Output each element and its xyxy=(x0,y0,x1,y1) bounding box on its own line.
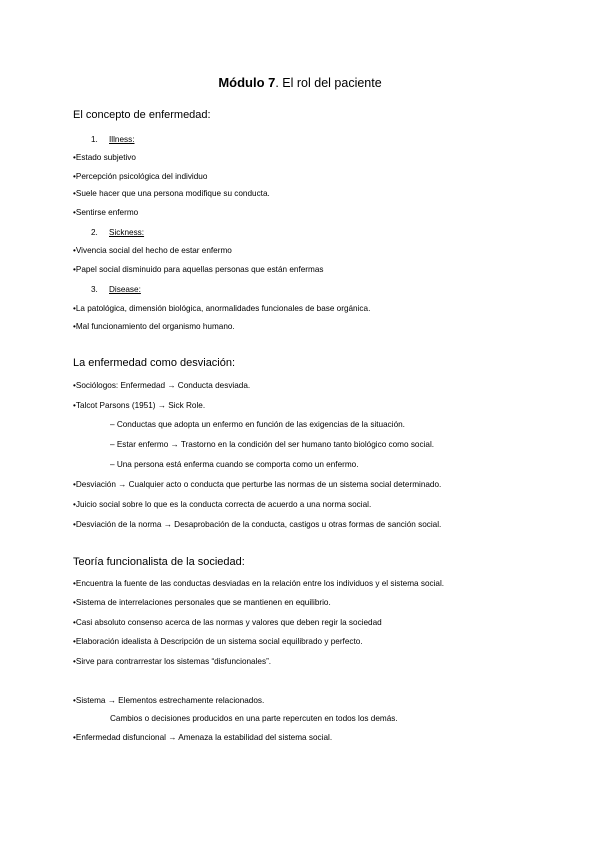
item-number: 1. xyxy=(91,135,98,144)
bullet-item: •Suele hacer que una persona modifique su conducta. xyxy=(73,189,270,198)
bullet-item: •Sirve para contrarrestar los sistemas “disfuncionales”. xyxy=(73,657,272,666)
dash-item: – Una persona está enferma cuando se comporta como un enfermo. xyxy=(110,460,359,469)
bullet-item: •Sociólogos: Enfermedad → Conducta desviada. xyxy=(73,381,251,390)
section-heading-teoria: Teoría funcionalista de la sociedad: xyxy=(73,556,245,568)
bullet-item: •Papel social disminuido para aquellas personas que están enfermas xyxy=(73,265,324,274)
bullet-item: •Casi absoluto consenso acerca de las normas y valores que deben regir la sociedad xyxy=(73,618,382,627)
bullet-item: •Sistema → Elementos estrechamente relacionados. xyxy=(73,696,265,705)
bullet-item: •Encuentra la fuente de las conductas desviadas en la relación entre los individuos y el sistema social. xyxy=(73,579,445,588)
bullet-item: •Desviación → Cualquier acto o conducta que perturbe las normas de un sistema social determinado. xyxy=(73,480,442,489)
dash-item: – Conductas que adopta un enfermo en función de las exigencias de la situación. xyxy=(110,420,405,429)
bullet-item: •Sistema de interrelaciones personales que se mantienen en equilibrio. xyxy=(73,598,331,607)
numbered-item-disease xyxy=(91,285,141,294)
bullet-item: •Desviación de la norma → Desaprobación de la conducta, castigos u otras formas de sanción social. xyxy=(73,520,442,529)
item-number: 3. xyxy=(91,285,98,294)
bullet-item: •Vivencia social del hecho de estar enfermo xyxy=(73,246,232,255)
bullet-item: •Talcot Parsons (1951) → Sick Role. xyxy=(73,401,206,410)
indented-text: Cambios o decisiones producidos en una parte repercuten en todos los demás. xyxy=(110,714,398,723)
section-heading-desviacion: La enfermedad como desviación: xyxy=(73,357,236,369)
item-number: 2. xyxy=(91,228,98,237)
bullet-item: •Juicio social sobre lo que es la conducta correcta de acuerdo a una norma social. xyxy=(73,500,372,509)
bullet-item: •Elaboración idealista à Descripción de un sistema social equilibrado y perfecto. xyxy=(73,637,363,646)
bullet-item: •La patológica, dimensión biológica, anormalidades funcionales de base orgánica. xyxy=(73,304,371,313)
numbered-item-sickness xyxy=(91,228,144,237)
title-rest: . El rol del paciente xyxy=(275,76,382,90)
page-title xyxy=(0,75,600,90)
bullet-item: •Estado subjetivo xyxy=(73,153,136,162)
bullet-item: •Mal funcionamiento del organismo humano. xyxy=(73,322,235,331)
bullet-item: •Percepción psicológica del individuo xyxy=(73,172,208,181)
bullet-item: •Sentirse enfermo xyxy=(73,208,139,217)
dash-item: – Estar enfermo → Trastorno en la condición del ser humano tanto biológico como social. xyxy=(110,440,435,449)
item-label: Sickness: xyxy=(109,228,145,237)
item-label: Illness: xyxy=(109,135,135,144)
item-label: Disease: xyxy=(109,285,141,294)
bullet-item: •Enfermedad disfuncional → Amenaza la estabilidad del sistema social. xyxy=(73,733,333,742)
section-heading-concepto: El concepto de enfermedad: xyxy=(73,109,211,121)
title-bold: Módulo 7 xyxy=(218,75,276,90)
numbered-item-illness xyxy=(91,135,134,144)
